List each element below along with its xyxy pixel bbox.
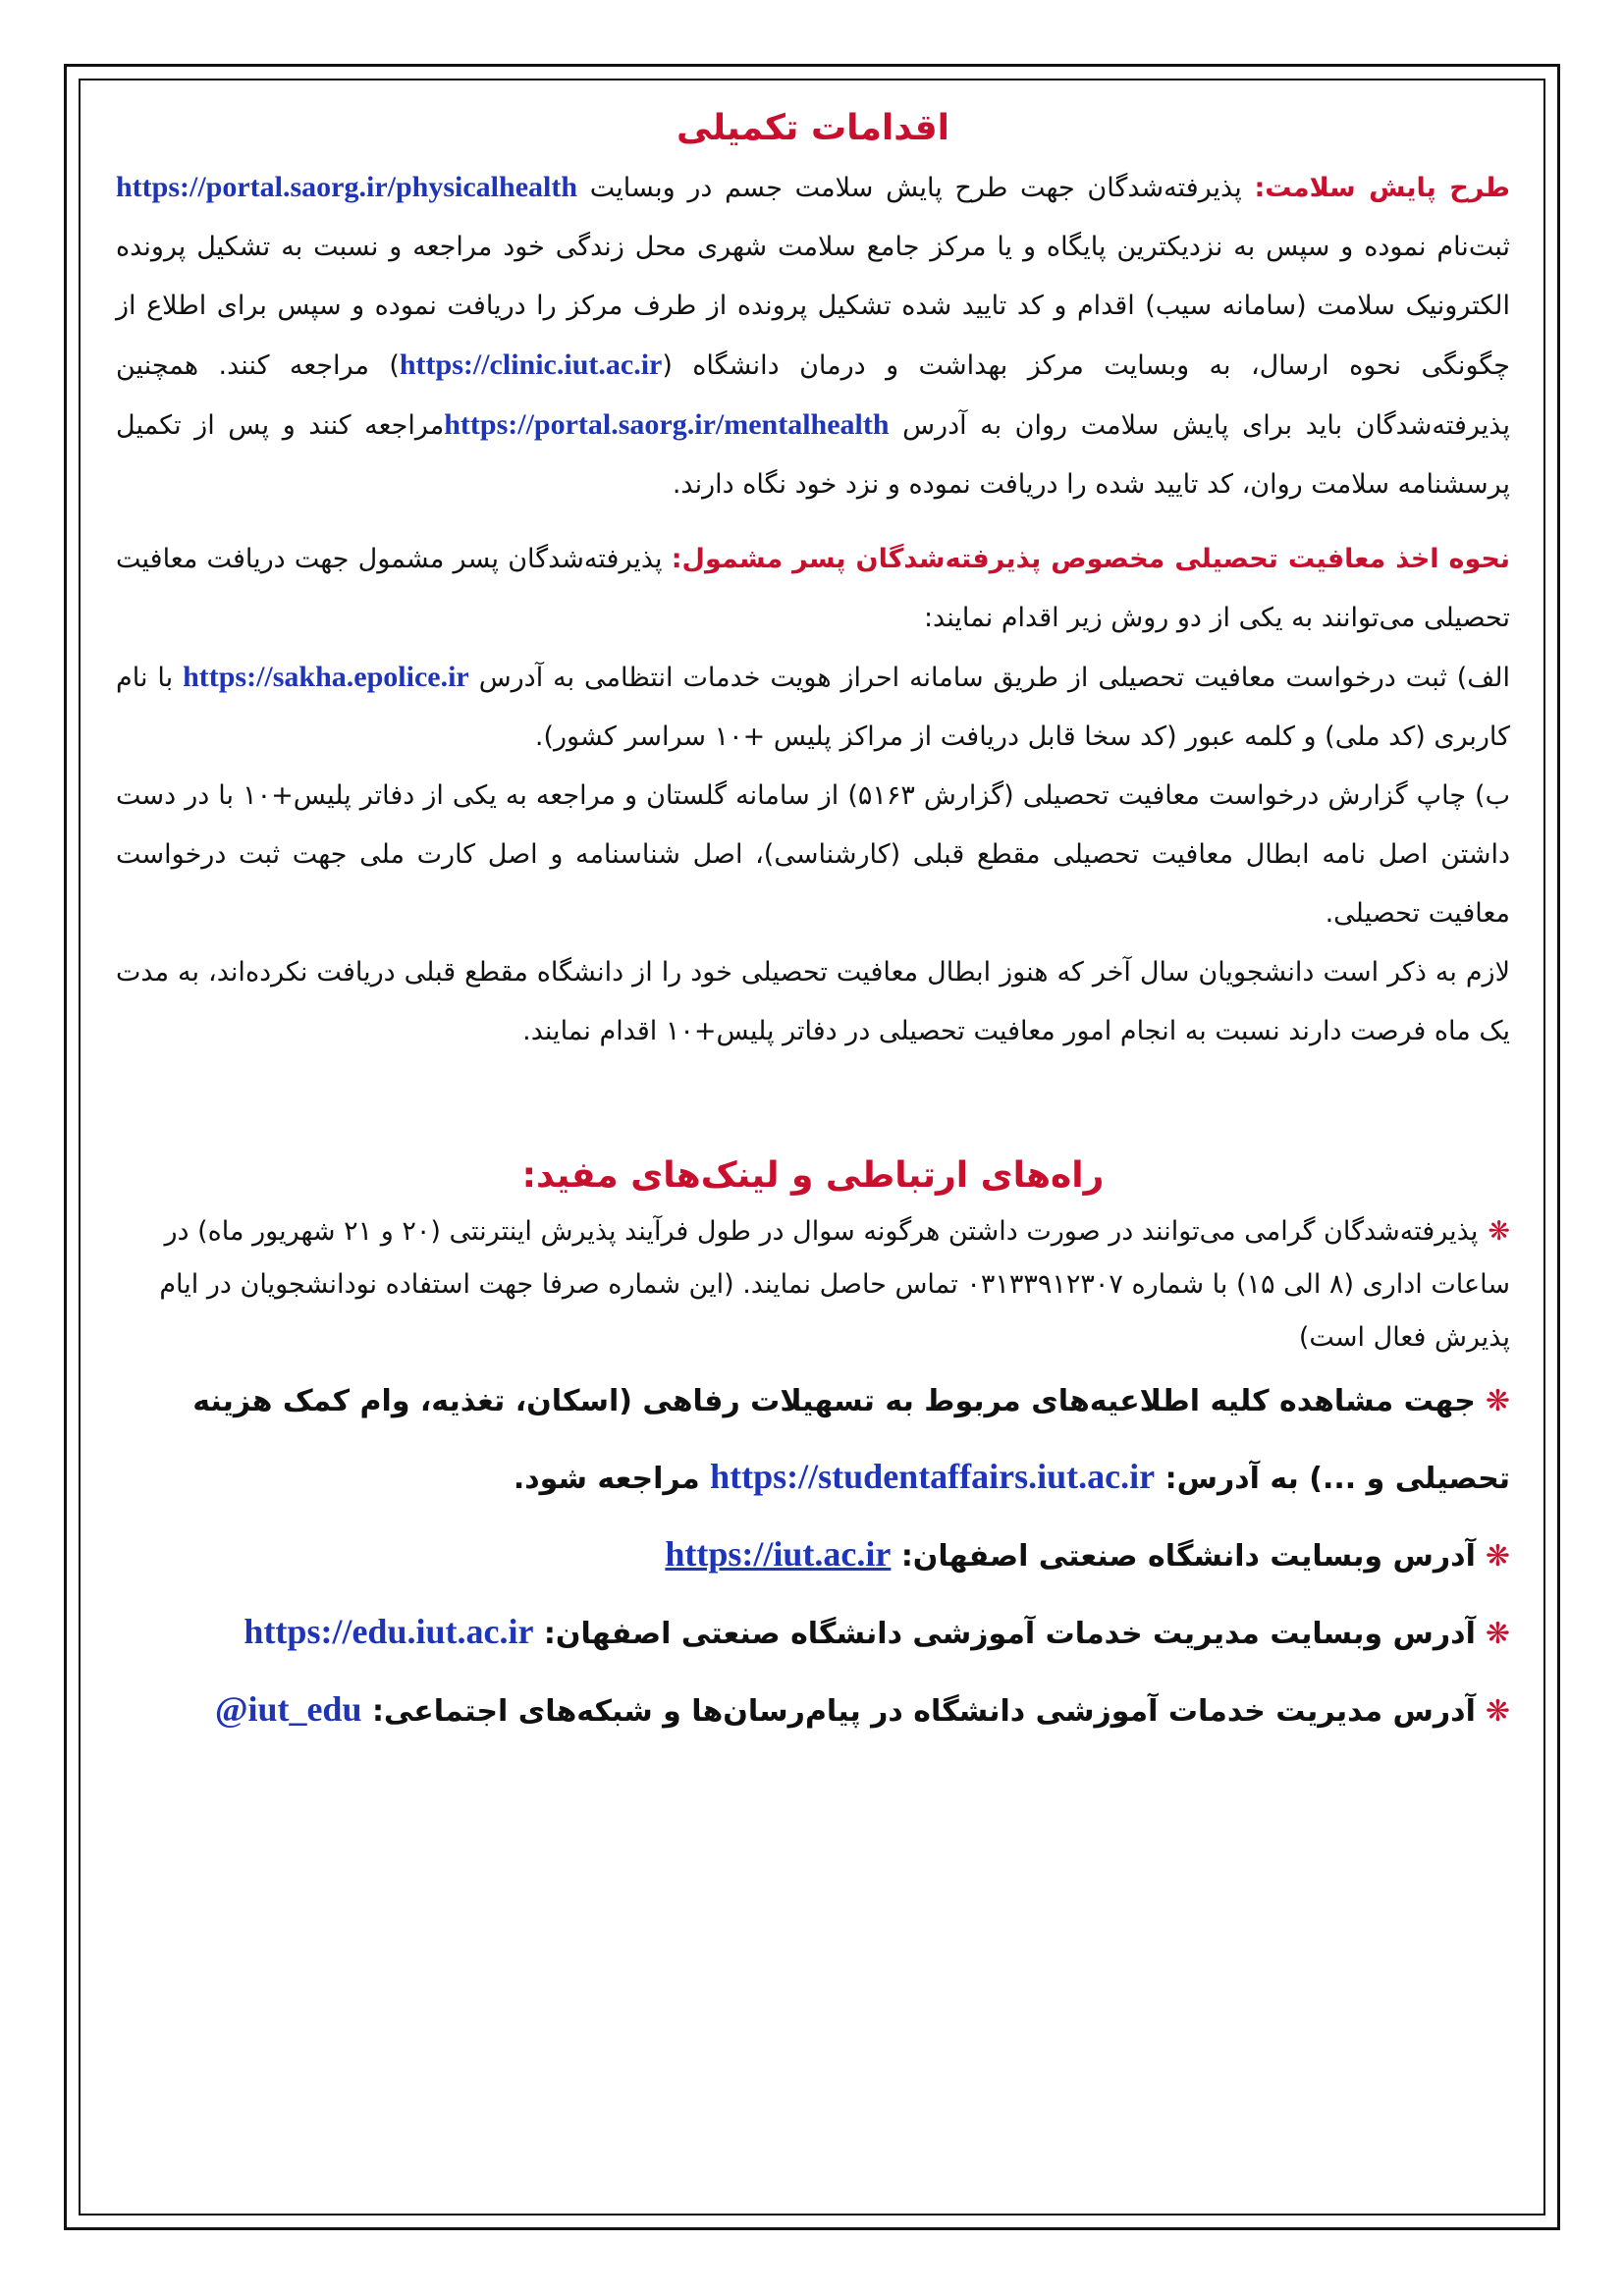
exemption-option-a: [116, 648, 1510, 767]
bullet-star-icon: ❋: [1485, 1617, 1510, 1651]
page-title: اقدامات تکمیلی: [677, 108, 949, 148]
health-text-2: ثبت‌نام نموده و سپس به نزدیکترین پایگاه و یا مرکز جامع سلامت شهری محل زندگی خود مراجعه و نسبت به تشکیل پرونده الکترونیک سلامت (سامانه سیب) اقدام و کد تایید شده تشکیل پرونده از طرف مرکز را دریافت نموده و سپس برای اطلاع از چگونگی نحوه ارسال، به وبسایت مرکز بهداشت و درمان دانشگاه (: [116, 232, 1511, 381]
health-section: [116, 158, 1510, 514]
social-line: [116, 1672, 1510, 1749]
health-heading: طرح پایش سلامت:: [1254, 173, 1510, 203]
exemption-option-b: ب) چاپ گزارش درخواست معافیت تحصیلی (گزارش ۵۱۶۳) از سامانه گلستان و مراجعه به یکی از دفاتر پلیس+۱۰ با در دست داشتن اصل نامه ابطال معافیت تحصیلی مقطع قبلی (کارشناسی)، اصل شناسنامه و اصل کارت ملی جهت ثبت درخواست معافیت تحصیلی.: [116, 780, 1510, 929]
welfare-line: [116, 1364, 1510, 1517]
bullet-star-icon: ❋: [1485, 1694, 1510, 1729]
health-text-5: مراجعه کنند و پس از تکمیل پرسشنامه سلامت روان، کد تایید شده را دریافت نموده و نزد خود نگاه دارند.: [116, 410, 1510, 500]
welfare-text-1: جهت مشاهده کلیه اطلاعیه‌های مربوط به تسهیلات رفاهی (اسکان، تغذیه، وام کمک هزینه تحصیلی و ...) به آدرس:: [192, 1384, 1510, 1496]
exemption-intro: پذیرفته‌شدگان پسر مشمول جهت دریافت معافیت تحصیلی می‌توانند به یکی از دو روش زیر اقدام نمایند:: [116, 544, 1510, 633]
contacts-title: راه‌های ارتباطی و لینک‌های مفید:: [521, 1155, 1105, 1196]
option-a-text-2: با نام کاربری (کد ملی) و کلمه عبور (کد سخا قابل دریافت از مراکز پلیس +۱۰ سراسر کشور).: [116, 663, 1510, 752]
university-site-line: [116, 1517, 1510, 1594]
exemption-note: لازم به ذکر است دانشجویان سال آخر که هنوز ابطال معافیت تحصیلی خود را از دانشگاه مقطع قبلی دریافت نکرده‌اند، به مدت یک ماه فرصت دارند نسبت به انجام امور معافیت تحصیلی در دفاتر پلیس+۱۰ اقدام نمایند.: [116, 957, 1510, 1046]
edu-label: آدرس وبسایت مدیریت خدمات آموزشی دانشگاه صنعتی اصفهان:: [543, 1617, 1476, 1651]
health-text-3: ) مراجعه کنند.: [218, 350, 400, 381]
university-site-link[interactable]: https://iut.ac.ir: [665, 1534, 892, 1574]
exemption-intro-paragraph: [116, 530, 1510, 648]
health-text-1: پذیرفته‌شدگان جهت طرح پایش سلامت جسم در وبسایت: [589, 173, 1242, 203]
sakha-link[interactable]: https://sakha.epolice.ir: [183, 661, 469, 693]
welfare-text-2: مراجعه شود.: [513, 1462, 700, 1496]
option-a-text: الف) ثبت درخواست معافیت تحصیلی از طریق سامانه احراز هویت خدمات انتظامی به آدرس: [478, 663, 1510, 693]
document-body: [116, 98, 1510, 1749]
social-handle[interactable]: @iut_edu: [214, 1689, 362, 1729]
health-text-4: همچنین پذیرفته‌شدگان باید برای پایش سلامت روان به آدرس: [116, 350, 1510, 441]
spacer: [116, 1061, 1510, 1146]
edu-site-link[interactable]: https://edu.iut.ac.ir: [244, 1612, 534, 1651]
phone-note-text: پذیرفته‌شدگان گرامی می‌توانند در صورت داشتن هرگونه سوال در طول فرآیند پذیرش اینترنتی (۲۰ و ۲۱ شهریور ماه) در ساعات اداری (۸ الی ۱۵) با شماره ۰۳۱۳۳۹۱۲۳۰۷ تماس حاصل نمایند. (این شماره صرفا جهت استفاده نودانشجویان در ایام پذیرش فعال است): [159, 1216, 1510, 1353]
bullet-star-icon: ❋: [1485, 1384, 1510, 1418]
physical-health-link[interactable]: https://portal.saorg.ir/physicalhealth: [116, 171, 578, 203]
exemption-heading: نحوه اخذ معافیت تحصیلی مخصوص پذیرفته‌شدگان پسر مشمول:: [671, 544, 1510, 574]
student-affairs-link[interactable]: https://studentaffairs.iut.ac.ir: [710, 1457, 1156, 1496]
social-label: آدرس مدیریت خدمات آموزشی دانشگاه در پیام‌رسان‌ها و شبکه‌های اجتماعی:: [371, 1694, 1476, 1729]
phone-note: [116, 1205, 1510, 1364]
bullet-star-icon: ❋: [1485, 1539, 1510, 1574]
mental-health-link[interactable]: https://portal.saorg.ir/mentalhealth: [444, 408, 890, 441]
clinic-link[interactable]: https://clinic.iut.ac.ir: [399, 348, 663, 381]
site-label: آدرس وبسایت دانشگاه صنعتی اصفهان:: [900, 1539, 1476, 1574]
bullet-star-icon: ❋: [1488, 1216, 1510, 1247]
edu-site-line: [116, 1594, 1510, 1672]
spacer: [116, 514, 1510, 530]
